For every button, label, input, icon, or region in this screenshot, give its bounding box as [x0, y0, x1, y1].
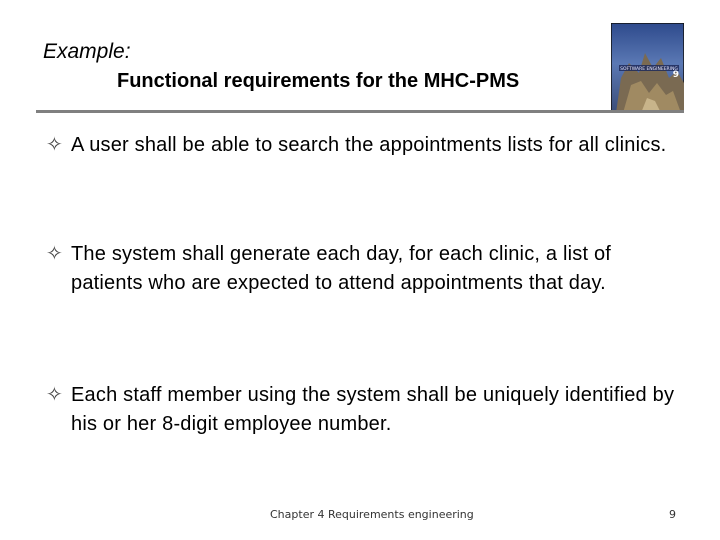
bullet-item	[46, 240, 686, 298]
book-cover-image	[611, 23, 684, 113]
star-bullet-icon: ✧	[46, 134, 63, 156]
title-divider	[36, 110, 684, 113]
cover-title-text: SOFTWARE ENGINEERING	[620, 67, 678, 72]
slide-title: Functional requirements for the MHC-PMS	[117, 70, 520, 92]
star-bullet-icon: ✧	[46, 384, 63, 406]
slide-footer: Chapter 4 Requirements engineering	[270, 508, 474, 521]
book-cover-graphic	[611, 23, 684, 113]
bullet-text: A user shall be able to search the appointments lists for all clinics.	[71, 134, 667, 156]
bullet-text: Each staff member using the system shall be uniquely identified by his or her 8-digit employee number.	[71, 384, 675, 435]
slide-title-prefix: Example:	[43, 40, 131, 63]
page-number: 9	[669, 508, 676, 521]
bullet-item	[46, 131, 686, 160]
star-bullet-icon: ✧	[46, 243, 63, 265]
cover-edition-text: 9	[672, 70, 679, 80]
bullet-text: The system shall generate each day, for each clinic, a list of patients who are expected to attend appointments that day.	[71, 243, 612, 294]
bullet-item	[46, 381, 686, 439]
